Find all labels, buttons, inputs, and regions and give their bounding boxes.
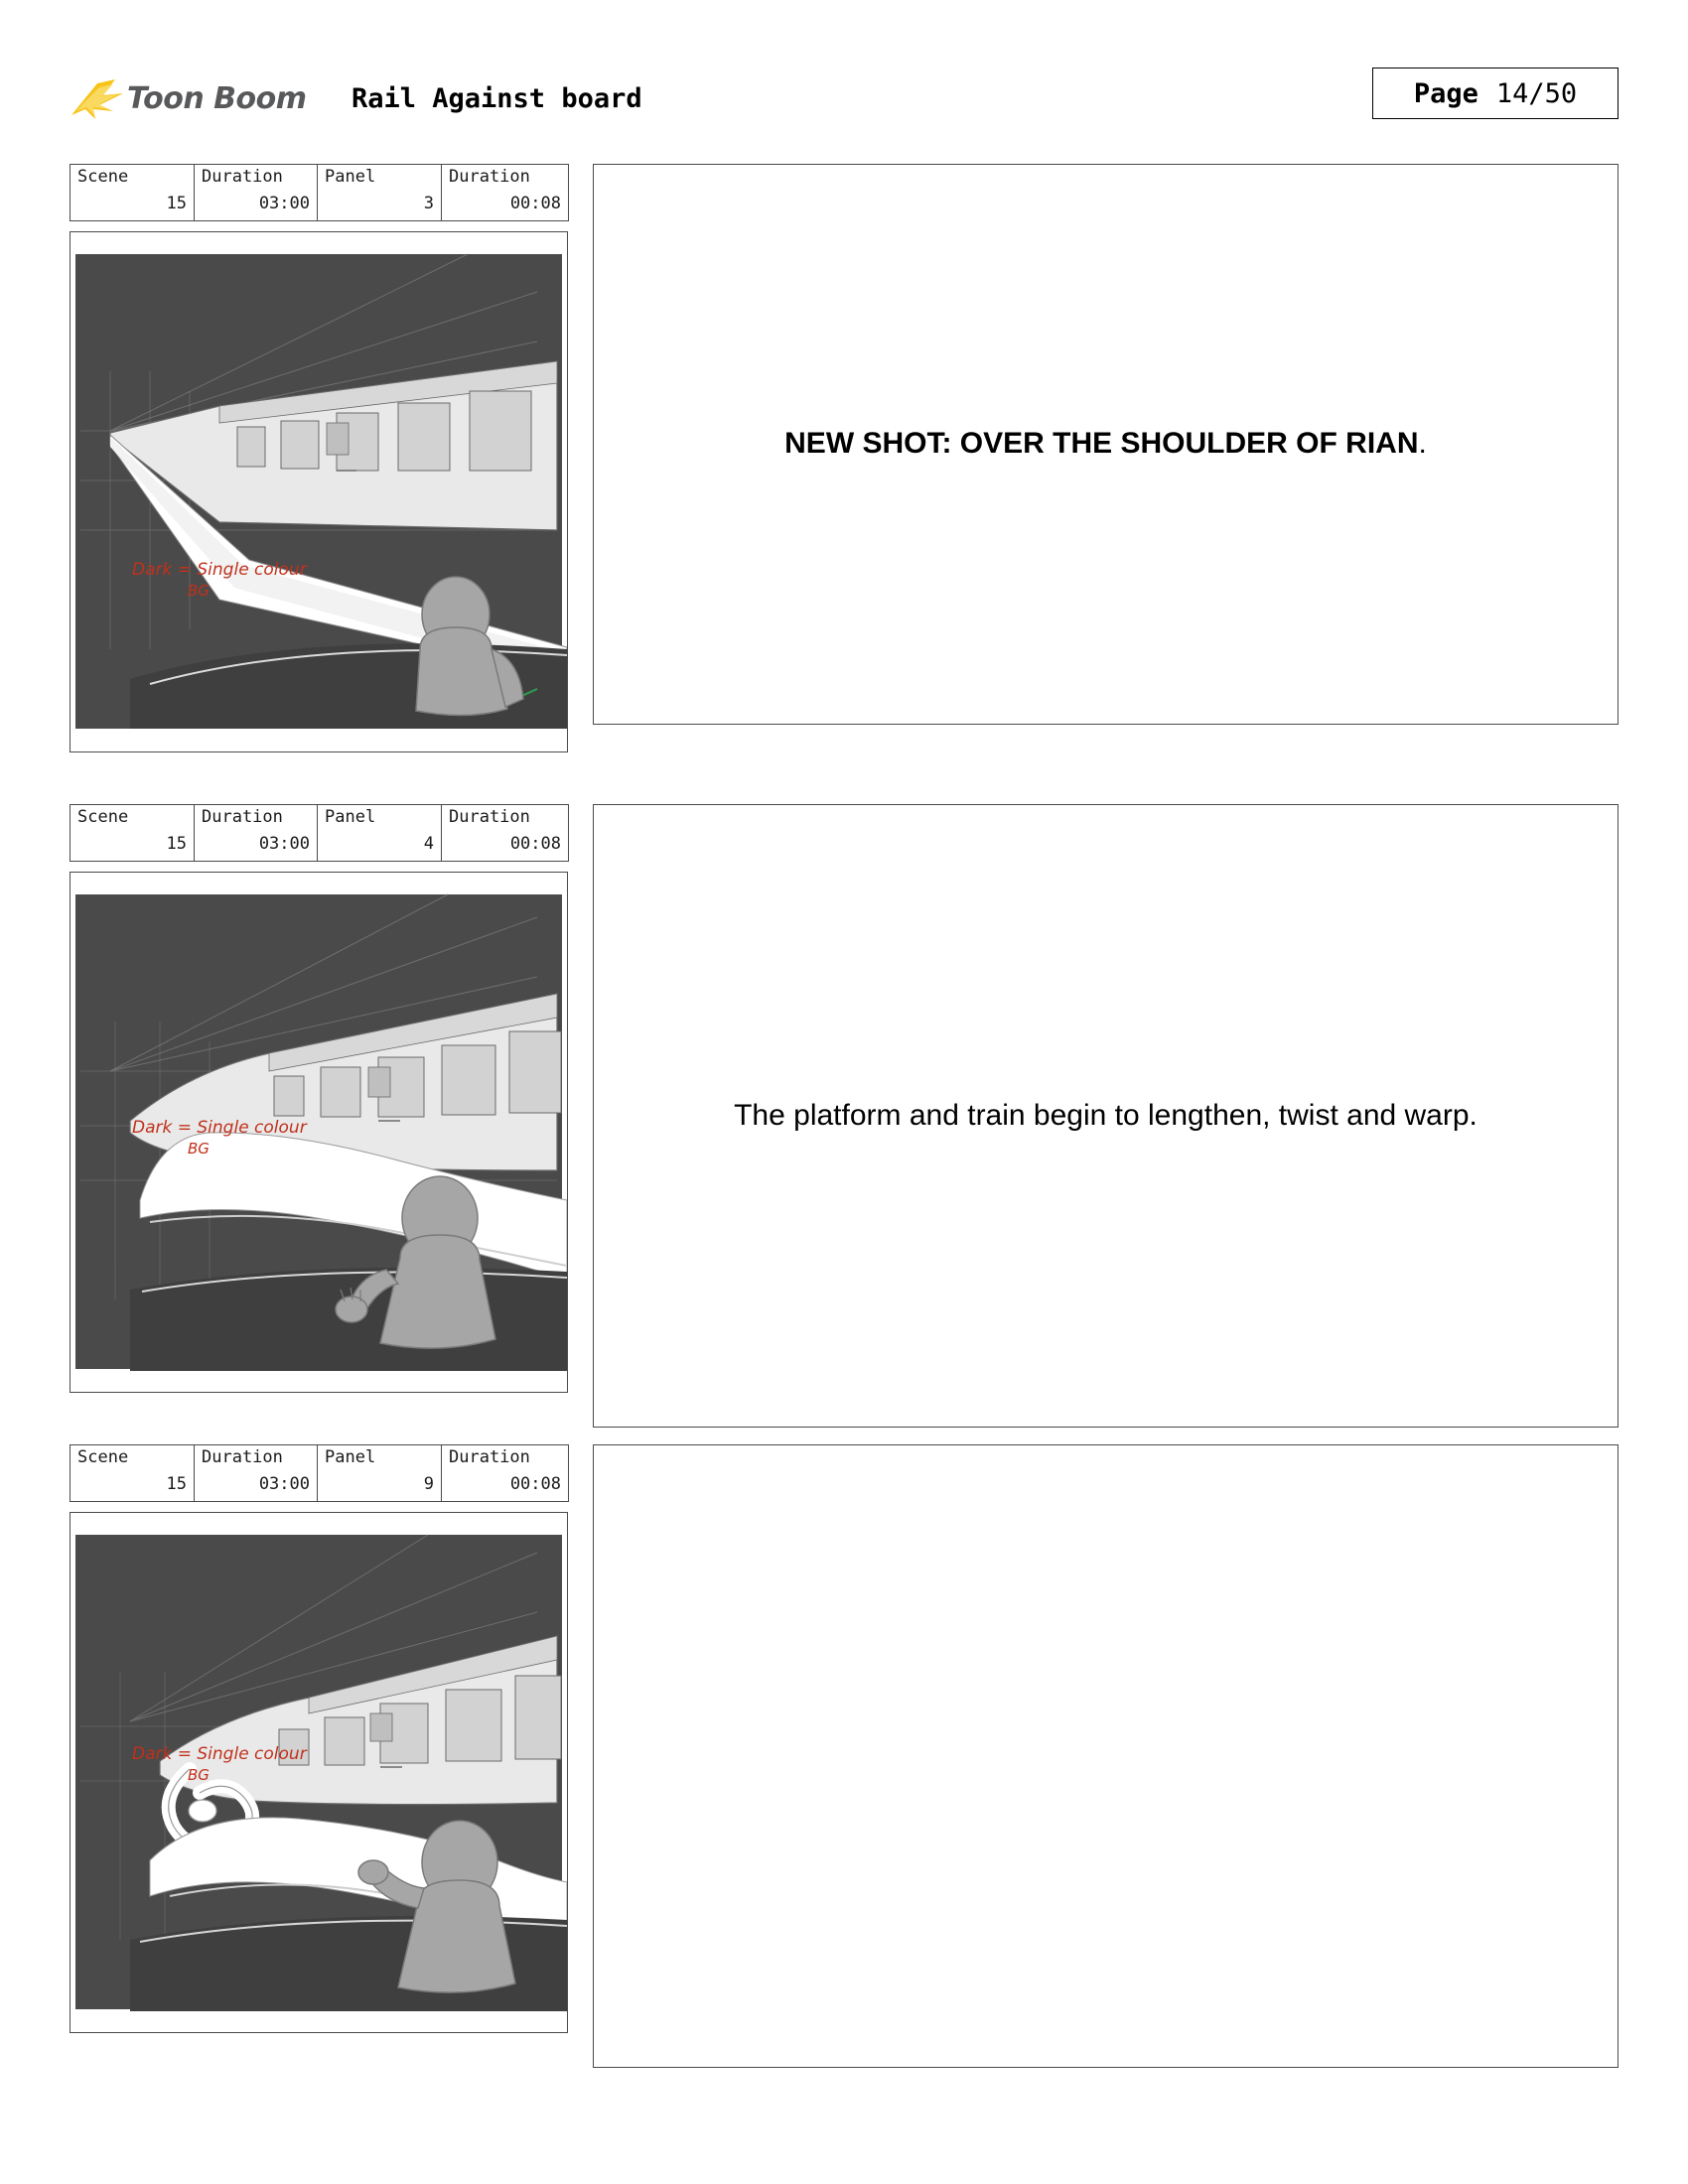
svg-text:BG: BG [188, 1139, 210, 1158]
caption-rest-1: . [1418, 427, 1427, 461]
panel-left-2 [70, 804, 568, 1393]
page-header [70, 68, 1618, 129]
board-title: Rail Against board [352, 82, 642, 114]
sun-burst-icon [70, 75, 125, 121]
page-label: Page [1413, 77, 1478, 109]
col-header-scene: Scene [70, 1445, 195, 1471]
panel-duration-value: 00:08 [442, 1471, 569, 1502]
col-header-scene: Scene [70, 165, 195, 191]
panel-caption-box-3 [593, 1444, 1618, 2068]
toon-boom-logo [70, 71, 336, 125]
panel-left-3 [70, 1444, 568, 2033]
panel-meta-table-1 [70, 164, 569, 221]
panel-row-2 [70, 804, 1618, 1428]
panel-value: 3 [318, 191, 442, 221]
panel-thumbnail-2[interactable] [70, 872, 568, 1393]
col-header-panel: Panel [318, 805, 442, 831]
svg-text:BG: BG [188, 581, 210, 600]
panel-caption-box-2 [593, 804, 1618, 1428]
col-header-duration: Duration [195, 805, 318, 831]
panel-value: 9 [318, 1471, 442, 1502]
scene-value: 15 [70, 1471, 195, 1502]
svg-text:Dark = Single colour: Dark = Single colour [132, 559, 307, 580]
panel-meta-table-2 [70, 804, 569, 862]
panel-caption-2: The platform and train begin to lengthen, twist and warp. [734, 1098, 1477, 1132]
page-indicator [1372, 68, 1618, 119]
scene-duration-value: 03:00 [195, 191, 318, 221]
panel-thumbnail-3[interactable] [70, 1512, 568, 2033]
col-header-panel-duration: Duration [442, 165, 569, 191]
scene-duration-value: 03:00 [195, 831, 318, 862]
caption-bold-1: NEW SHOT: OVER THE SHOULDER OF RIAN [784, 427, 1419, 461]
col-header-panel-duration: Duration [442, 805, 569, 831]
col-header-duration: Duration [195, 1445, 318, 1471]
panel-row-3 [70, 1444, 1618, 2068]
col-header-panel-duration: Duration [442, 1445, 569, 1471]
scene-value: 15 [70, 191, 195, 221]
panel-value: 4 [318, 831, 442, 862]
scene-duration-value: 03:00 [195, 1471, 318, 1502]
col-header-panel: Panel [318, 165, 442, 191]
svg-text:Dark = Single colour: Dark = Single colour [132, 1117, 307, 1138]
col-header-scene: Scene [70, 805, 195, 831]
panel-left-1 [70, 164, 568, 752]
panel-thumbnail-1[interactable] [70, 231, 568, 752]
toon-boom-logo-text: Toon Boom [127, 80, 307, 116]
panel-meta-table-3 [70, 1444, 569, 1502]
scene-value: 15 [70, 831, 195, 862]
page-number: 14/50 [1495, 77, 1578, 109]
panel-duration-value: 00:08 [442, 831, 569, 862]
svg-text:BG: BG [188, 1765, 210, 1784]
panel-caption-1 [784, 424, 1427, 465]
panel-row-1 [70, 164, 1618, 725]
panel-caption-box-1 [593, 164, 1618, 725]
panel-duration-value: 00:08 [442, 191, 569, 221]
col-header-duration: Duration [195, 165, 318, 191]
svg-text:Dark = Single colour: Dark = Single colour [132, 1743, 307, 1764]
col-header-panel: Panel [318, 1445, 442, 1471]
